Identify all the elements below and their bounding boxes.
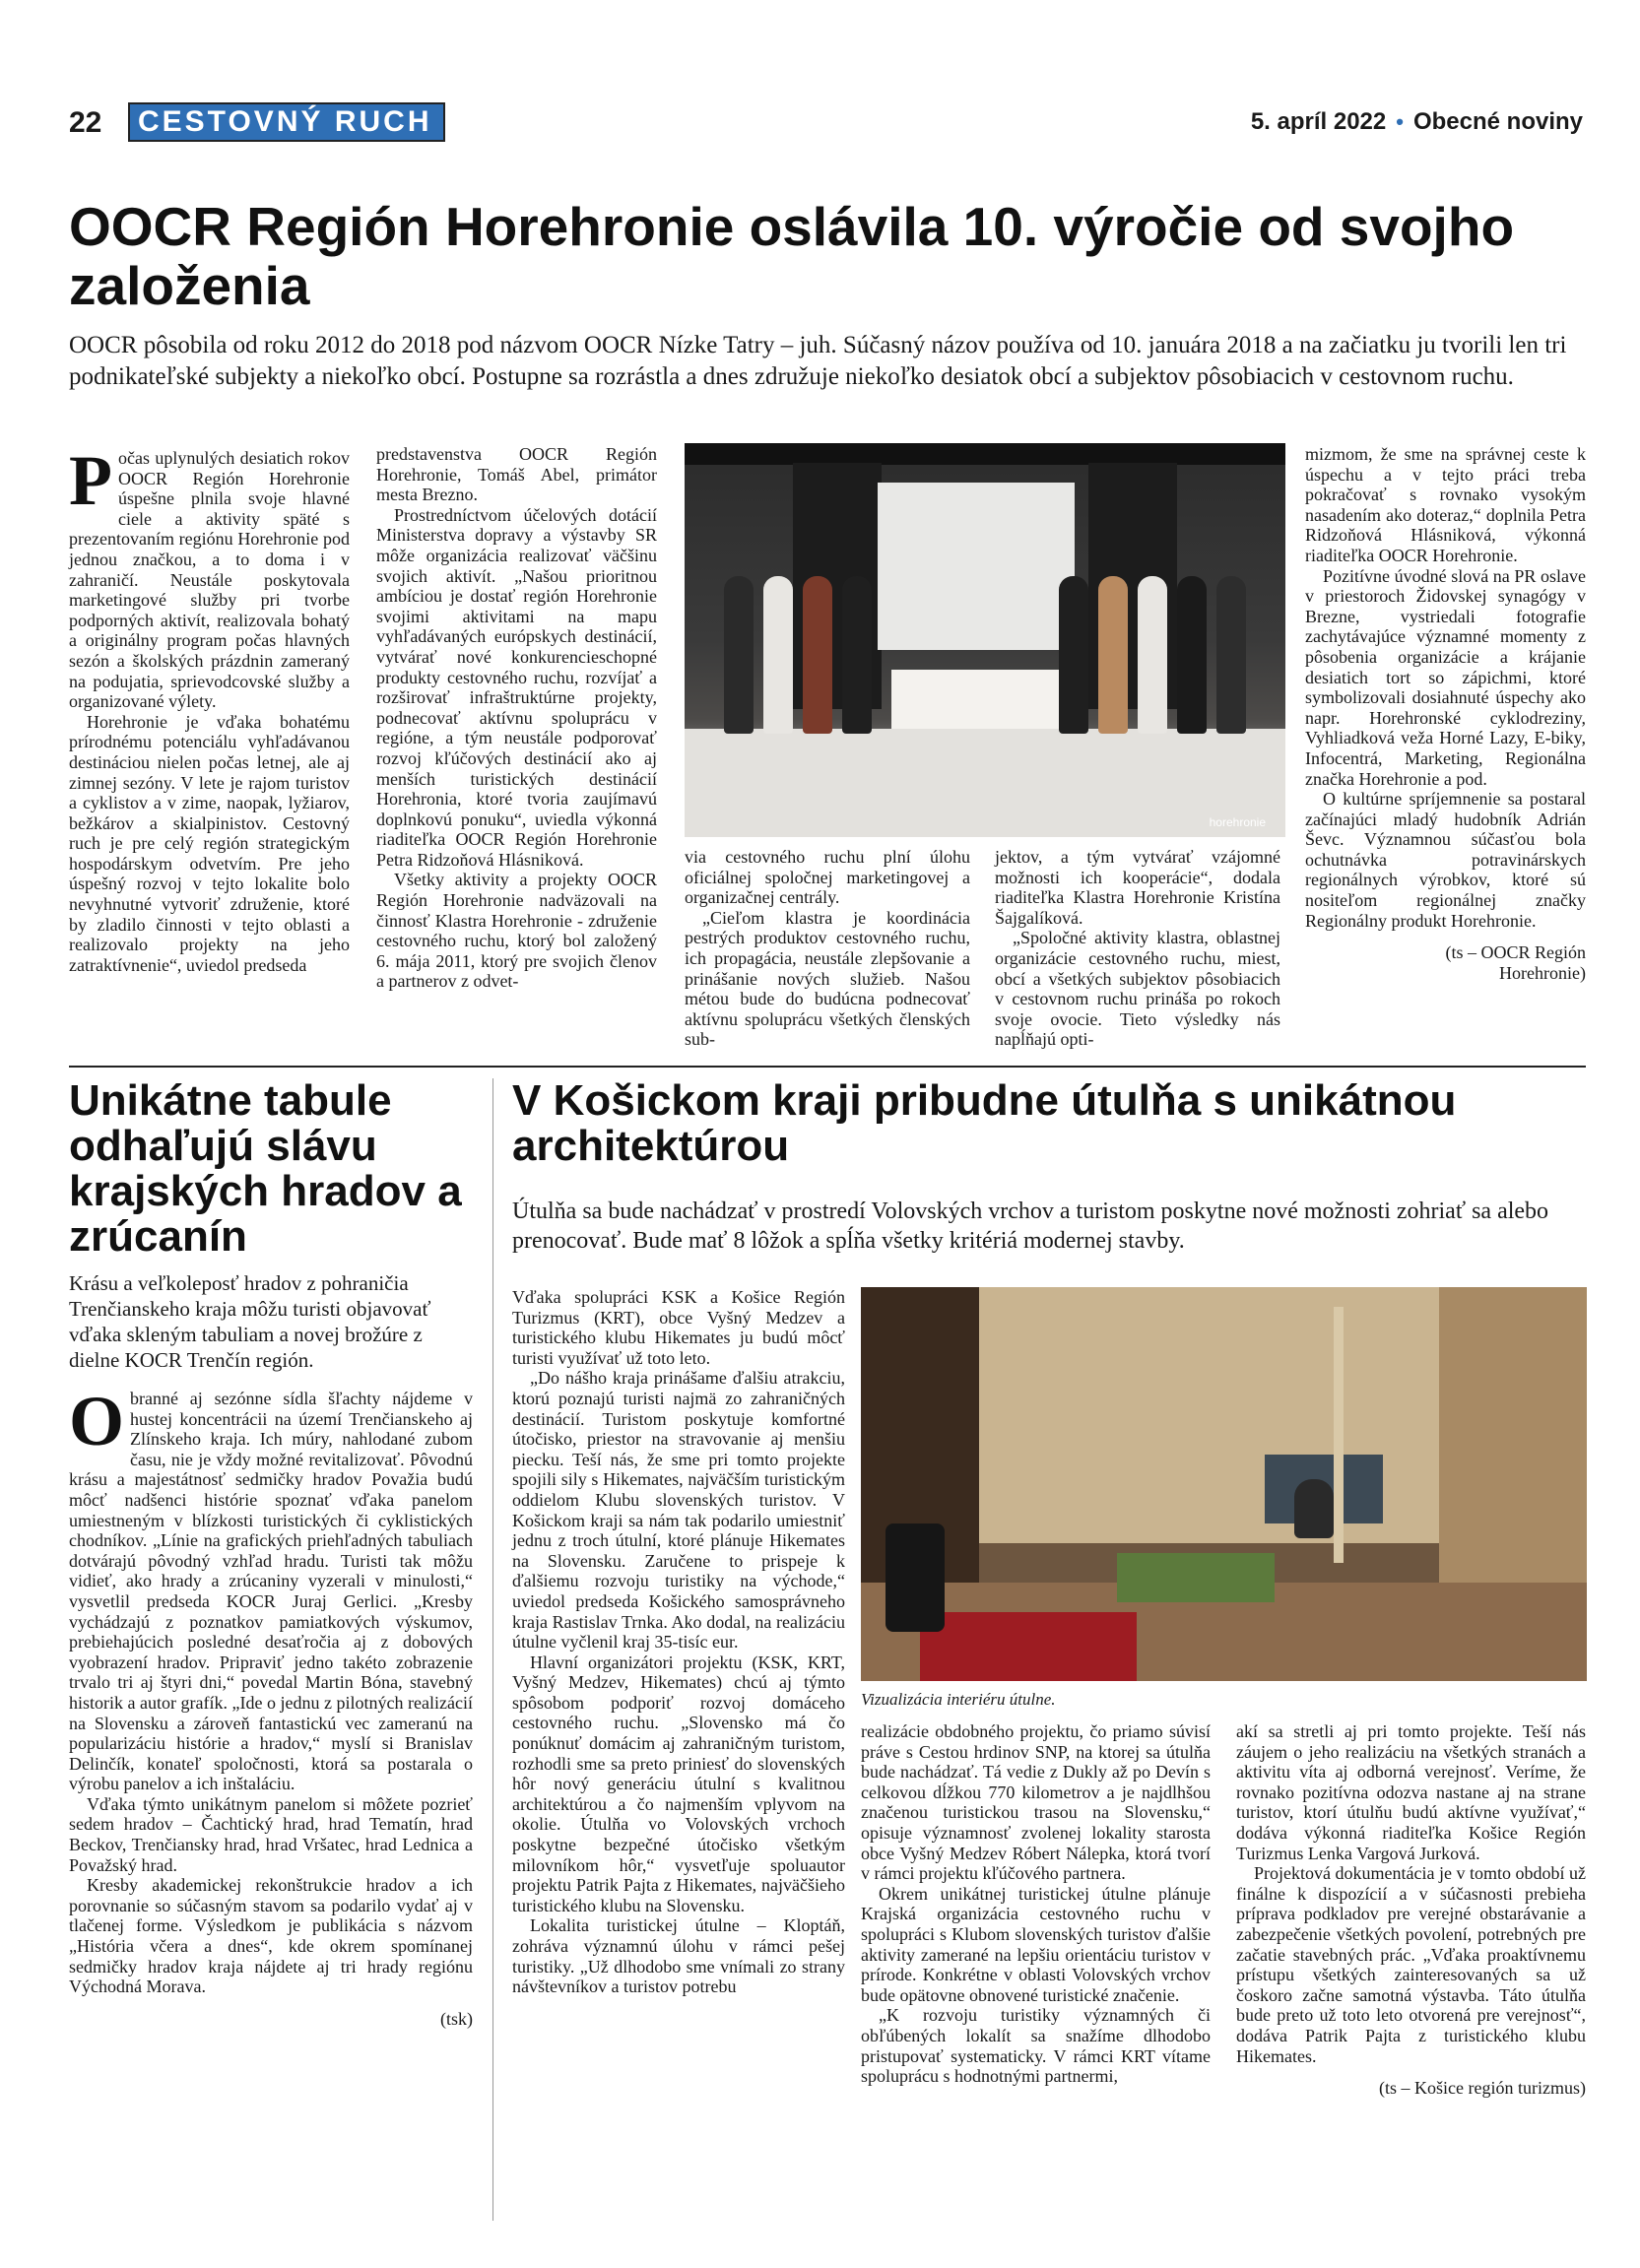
article-left-body xyxy=(69,1382,473,2029)
paragraph: Vďaka spolupráci KSK a Košice Región Turizmus (KRT), obce Vyšný Medzev a turistického klubu Hikemates ju budú môcť turisti využívať už toto leto. xyxy=(512,1287,845,1368)
paragraph: „Spoločné aktivity klastra, oblastnej organizácie cestovného ruchu, miest, obcí a všetkých subjektov pôsobiacich v cestovnom ruchu prináša po rokoch svoje ovocie. Tieto výsledky nás napĺňajú opti- xyxy=(995,928,1280,1050)
paragraph: „Cieľom klastra je koordinácia pestrých produktov cestovného ruchu, ich propagácia, neustále zlepšovanie a prinášanie nových služieb. Našou métou bude do budúcna podnecovať aktívnu spoluprácu všetkých členských sub- xyxy=(685,907,970,1050)
issue-date: 5. apríl 2022 xyxy=(1250,108,1387,135)
article-left-lead: Krásu a veľkoleposť hradov z pohraničia Trenčianskeho kraja môžu turisti objavovať vďaka skleným tabuliam a novej brožúre z dielne KOCR Trenčín región. xyxy=(69,1271,431,1372)
paragraph: via cestovného ruchu plní úlohu oficiálnej spoločnej marketingovej a organizačnej centrály. xyxy=(685,847,970,908)
paragraph: Horehronie je vďaka bohatému prírodnému potenciálu vyhľadávanou destináciou nielen počas letnej, ale aj zimnej sezóny. V lete je rajom turistov a cyklistov a v zime, naopak, lyžiarov, bežkárov a skialpinistov. Cestovný ruch je pre celý región strategickým hospodárskym odvetvím. Pre jeho úspešný rozvoj v tejto lokalite bolo nevyhnutné vytvoriť združenie, ktoré by zladilo činnosti v tejto oblasti a realizovalo projekty na jeho zatraktívnenie“, uviedol predseda xyxy=(69,711,350,975)
paragraph: Prostredníctvom účelových dotácií Ministerstva dopravy a výstavby SR môže organizácia realizovať väčšinu svojich aktivít. „Našou prioritnou ambíciou je dostať región Horehronie svojimi aktivitami na mapu vyhľadávaných európskych destinácií, vytvárať nové konkurencieschopné produkty cestovného ruchu, rozvíjať a rozširovať infraštruktúrne projekty, podnecovať aktívnu spoluprácu v regióne, a tým neustále podporovať rozvoj kľúčových destinácií ako aj menších turistických destinácií Horehronia, ktoré tvoria zaujímavú doplnkovú ponuku“, uviedla výkonná riaditeľka OOCR Región Horehronie Petra Ridzoňová Hlásniková. xyxy=(376,504,657,870)
article-top-title: OOCR Región Horehronie oslávila 10. výročie od svojho založenia xyxy=(69,196,1515,316)
article-top-column-5 xyxy=(1305,444,1586,983)
paragraph: Všetky aktivity a projekty OOCR Región Horehronie nadväzovali na činnosť Klastra Horehronie - združenie cestovného ruchu, ktorý bol založený 6. mája 2011, ktorý pre svojich členov a partnerov z odvet- xyxy=(376,870,657,992)
paragraph: Okrem unikátnej turistickej útulne plánuje Krajská organizácia cestovného ruchu v spolupráci s Klubom slovenských turistov ďalšie aktivity zamerané na lepšiu orientáciu turistov v prírode. Konkrétne v oblasti Volovských vrchov bude opätovne obnovené turistické značenie. xyxy=(861,1883,1211,2005)
article-top-column-3 xyxy=(685,847,970,1050)
paragraph: Vďaka týmto unikátnym panelom si môžete pozrieť sedem hradov – Čachtický hrad, hrad Tematín, hrad Beckov, Trenčiansky hrad, hrad Vršatec, hrad Lednica a Považský hrad. xyxy=(69,1793,473,1875)
paragraph: Kresby akademickej rekonštrukcie hradov a ich porovnanie so súčasným stavom sa podarilo vydať aj v tlačenej forme. Výsledkom je publikácia s názvom „História včera a dnes“, kde okrem spomínanej sedmičky hradov kraja nájdete aj tri hrady regiónu Východná Morava. xyxy=(69,1875,473,1997)
separator-dot: • xyxy=(1396,109,1404,134)
event-photo xyxy=(685,443,1285,837)
article-right-column-2 xyxy=(861,1721,1211,2087)
section-label: CESTOVNÝ RUCH xyxy=(128,102,445,142)
page-number: 22 xyxy=(69,106,102,139)
paragraph: realizácie obdobného projektu, čo priamo súvisí práve s Cestou hrdinov SNP, na ktorej sa útulňa bude nachádzať. Tá vedie z Dukly až po Devín s celkovou dĺžkou 770 kilometrov a je najdlhšou značenou turistickou trasou na Slovensku,“ opisuje významnosť zvolenej lokality starosta obce Vyšný Medzev Róbert Nálepka, ktorá tvorí v rámci projektu kľúčového partnera. xyxy=(861,1721,1211,1884)
article-right-signature: (ts – Košice región turizmus) xyxy=(1379,2078,1586,2099)
paragraph: jektov, a tým vytvárať vzájomné možnosti ich kooperácie“, dodala riaditeľka Klastra Horehronie Kristína Šajgalíková. xyxy=(995,847,1280,928)
article-right-column-1 xyxy=(512,1287,845,1997)
article-top-column-1 xyxy=(69,441,350,975)
paragraph: „Do nášho kraja prinášame ďalšiu atrakciu, ktorú poznajú turisti najmä zo zahraničných destinácií. Turistom poskytuje komfortné útočisko, priestor na stravovanie aj menšiu piecku. Teší nás, že sme pri tomto projekte spojili sily s Hikemates, najväčším turistickým oddielom Klubu slovenských turistov. V Košickom kraji sa nám tak podarilo umiestniť jednu z troch útulní, ktoré plánuje Hikemates na Slovensku. Zaručene to prispeje k ďalšiemu rozvoju turistiky na východe,“ uviedol predseda Košického samosprávneho kraja Rastislav Trnka. Ako dodal, na realizáciu útulne vyčlenil kraj 35-tisíc eur. xyxy=(512,1368,845,1652)
paragraph: O kultúrne spríjemnenie sa postaral začínajúci mladý hudobník Adrián Ševc. Významnou súčasťou bola ochutnávka potravinárskych regionálnych výrobkov, ktoré sú nositeľom regionálnej značky Regionálny produkt Horehronie. xyxy=(1305,789,1586,931)
paragraph: očas uplynulých desiatich rokov OOCR Región Horehronie úspešne plnila svoje hlavné ciele a aktivity späté s prezentovaním regiónu Horehronie pod jednou značkou, a to doma i v zahraničí. Neustále poskytovala marketingové služby pri tvorbe podporných aktivít, realizovala bohatý a originálny program počas hlavných sezón a školských prázdnin zameraný na podujatia, sprievodcovské služby a organizované výlety. xyxy=(69,448,350,712)
header-dateline xyxy=(1251,108,1583,136)
hut-interior-visualization xyxy=(861,1287,1587,1681)
column-divider xyxy=(492,1078,493,2221)
article-right-column-3 xyxy=(1236,1721,1586,2099)
photo-caption: Vizualizácia interiéru útulne. xyxy=(861,1690,1056,1709)
article-top-column-4 xyxy=(995,847,1280,1050)
publication-name: Obecné noviny xyxy=(1412,108,1583,135)
paragraph: akí sa stretli aj pri tomto projekte. Teší nás záujem o jeho realizáciu na všetkých stranách a aktivitu víta aj odborná verejnosť. Veríme, že rovnako pozitívna odozva nastane aj na strane turistov, ktorí útulňu budú aktívne využívať,“ dodáva výkonná riaditeľka Košice Región Turizmus Lenka Vargová Jurková. xyxy=(1236,1721,1586,1863)
photo-logo: horehronie xyxy=(1209,815,1266,829)
article-left-signature: (tsk) xyxy=(440,2008,473,2029)
article-top-signature: (ts – OOCR Región Horehronie) xyxy=(1445,942,1586,983)
paragraph: Pozitívne úvodné slová na PR oslave v priestoroch Židovskej synagógy v Brezne, vystriedali fotografie zachytávajúce významné momenty z pôsobenia organizácie a krájanie desiatich tort so zápichmi, ktoré symbolizovali dosiahnuté úspechy ako napr. Horehronské cyklodreziny, Vyhliadková veža Horné Lazy, E-biky, Infocentrá, Marketing, Regionálna značka Horehronie a pod. xyxy=(1305,565,1586,789)
article-right-lead: Útulňa sa bude nachádzať v prostredí Volovských vrchov a turistom poskytne nové možnosti zohriať sa alebo prenocovať. Bude mať 8 lôžok a spĺňa všetky kritériá modernej stavby. xyxy=(512,1199,1549,1254)
paragraph: mizmom, že sme na správnej ceste k úspechu a v tejto práci treba pokračovať s rovnako vysokým nasadením ako doteraz,“ doplnila Petra Ridzoňová Hlásniková, výkonná riaditeľka OOCR Horehronie. xyxy=(1305,444,1586,565)
dropcap: P xyxy=(69,441,112,520)
article-left-title: Unikátne tabule odhaľujú slávu krajských hradov a zrúcanín xyxy=(69,1076,462,1261)
paragraph: predstavenstva OOCR Región Horehronie, Tomáš Abel, primátor mesta Brezno. xyxy=(376,444,657,505)
article-top-lead: OOCR pôsobila od roku 2012 do 2018 pod názvom OOCR Nízke Tatry – juh. Súčasný názov používa od 10. januára 2018 a na začiatku ju tvorili len tri podnikateľské subjekty a niekoľko obcí. Postupne sa rozrástla a dnes združuje niekoľko desiatok obcí a subjektov pôsobiacich v cestovnom ruchu. xyxy=(69,332,1567,390)
dropcap: O xyxy=(69,1382,125,1460)
paragraph: branné aj sezónne sídla šľachty nájdeme v hustej koncentrácii na území Trenčianskeho aj Zlínskeho kraja. Ich múry, nahlodané zubom času, nie je vždy možné revitalizovať. Pôvodnú krásu a majestátnosť sedmičky hradov Považia budú môcť nadšenci histórie spoznať vďaka panelom umiestneným v blízkosti turistických či cyklistických chodníkov. „Línie na grafických priehľadných tabuliach dotvárajú pôvodný vzhľad hradu. Turisti tak môžu vidieť, ako hrady a zrúcaniny vyzerali v minulosti,“ vysvetlil predseda KOCR Juraj Gerlici. „Kresby vychádzajú z poznatkov pamiatkových výskumov, prebiehajúcich posledné desaťročia aj z dobových vyobrazení hradov. Pripraviť jedno takéto zobrazenie trvalo tri aj štyri dni,“ povedal Martin Bóna, stavebný historik a autor grafík. „Ide o jednu z pilotných realizácií na Slovensku a zároveň fantastickú vec zameranú na popularizáciu histórie a hradov,“ myslí si Branislav Delinčík, konateľ spoločnosti, ktorá sa postarala o výrobu panelov a ich inštaláciu. xyxy=(69,1389,473,1794)
paragraph: Projektová dokumentácia je v tomto období už finálne k dispozícií a v súčasnosti prebieha príprava podkladov pre verejné obstarávanie a zabezpečenie všetkých povolení, potrebných pre začatie stavebných prác. „Vďaka proaktívnemu prístupu všetkých zainteresovaných sa už čoskoro začne samotná výstavba. Táto útulňa bude preto už toto leto otvorená pre verejnosť“, dodáva Patrik Pajta z turistického klubu Hikemates. xyxy=(1236,1863,1586,2066)
paragraph: Lokalita turistickej útulne – Kloptáň, zohráva významnú úlohu v rámci pešej turistiky. „Už dlhodobo sme vnímali zo strany návštevníkov a turistov potrebu xyxy=(512,1915,845,1997)
article-right-title: V Košickom kraji pribudne útulňa s unikátnou architektúrou xyxy=(512,1076,1457,1170)
article-top-column-2 xyxy=(376,444,657,992)
paragraph: Hlavní organizátori projektu (KSK, KRT, Vyšný Medzev, Hikemates) chcú aj týmto spôsobom podporiť rozvoj domáceho cestovného ruchu. „Slovensko má čo ponúknuť domácim aj zahraničným turistom, rozhodli sme sa preto priniesť do slovenských hôr nový generáciu útulní s kvalitnou architektúrou a čo najmenším vplyvom na okolie. Útulňa vo Volovských vrchoch poskytne bezpečné útočisko všetkým milovníkom hôr,“ vysvetľuje spoluautor projektu Patrik Pajta z Hikemates, najväčšieho turistického klubu na Slovensku. xyxy=(512,1652,845,1915)
paragraph: „K rozvoju turistiky významných či obľúbených lokalít sa snažíme dlhodobo pristupovať systematicky. V rámci KRT vítame spoluprácu s hodnotnými partnermi, xyxy=(861,2005,1211,2087)
section-divider xyxy=(69,1066,1586,1068)
